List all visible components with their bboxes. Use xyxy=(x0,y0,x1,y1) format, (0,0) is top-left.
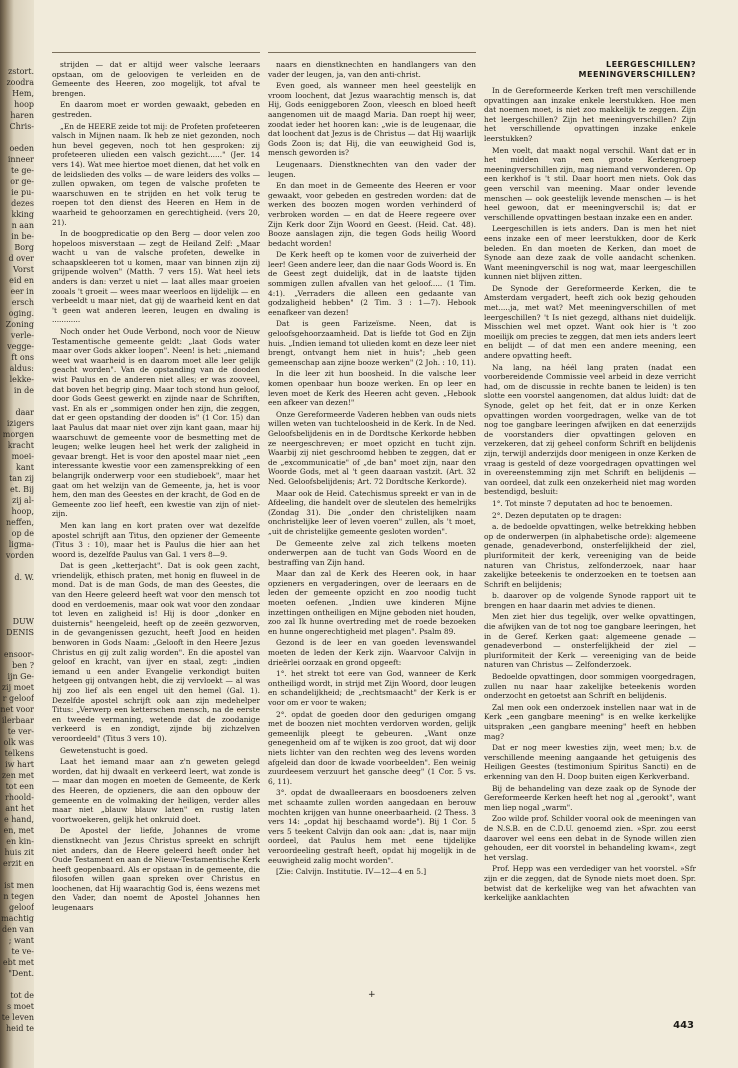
prev-page-line: Zoning xyxy=(5,320,34,329)
prev-page-line xyxy=(0,605,36,616)
prev-page-line xyxy=(0,869,36,880)
prev-page-line: tan zij xyxy=(9,474,34,483)
prev-page-line xyxy=(0,561,36,572)
paragraph: Leugenaars. Dienstknechten van den vader der leugen. xyxy=(268,159,476,179)
paragraph: Gewetenstucht is goed. xyxy=(60,745,148,755)
prev-page-line: izigers xyxy=(6,419,34,428)
column-2-mark: + xyxy=(368,990,376,1000)
paragraph: naars en dienstknechten en handlangers van den vader der leugen, ja, van den anti-christ. xyxy=(268,60,476,79)
prev-page-line: iw hart xyxy=(5,760,34,769)
prev-page-line xyxy=(0,396,36,407)
paragraph: In de boogpredicatie op den Berg — door velen zoo hopeloos misverstaan — zegt de Heiland Zelf: „Maar wacht u van de valsche profeten, dewelke in schaapskleeren tot u komen, maar van binnen zijn zij grijpende wolven" (Matth. 7 vers 15). Wat heel iets anders is dan: verzet u niet — laat alles maar groeien zooals 't groeit — wees maar weerloos en lijdelijk — en verbeeldt u maar niet, dat gij de waarheid kent en dat 't geen wat anderen leeren, leugen en dwaling is ............ xyxy=(52,229,260,325)
prev-page-line: aldus: xyxy=(9,364,34,373)
prev-page-line: in be- xyxy=(11,232,34,241)
paragraph: De Synode der Gereformeerde Kerken, die te Amsterdam vergadert, heeft zich ook bezig gehouden met.....ja, met wat? Met meeningverschillen of met leergeschillen? 't Is niet gezegd, althans niet duidelijk. Misschien wel met opzet. Want ook hier is 't zoo moeilijk om precies te zeggen, dat men iets anders leert en belijdt — of dat men een andere meening, een andere opvatting heeft. xyxy=(484,283,696,361)
article-heading-line-2: MEENINGVERSCHILLEN? xyxy=(578,70,696,79)
prev-page-line xyxy=(0,979,36,990)
paragraph: [Zie: Calvijn. Institutie. IV—12—4 en 5.] xyxy=(276,867,427,877)
paragraph: Even goed, als wanneer men heel geestelijk en vroom loochent, dat Jezus waarachtig mensch is, dat Hij, Gods eeniggeboren Zoon, vleesch en bloed heeft aangenomen uit de maagd Maria. Dan roept hij weer, zoodat ieder het hooren kan: „wie is de leugenaar, die dat loochent dat Jezus is de Christus — dat Hij waarlijk Gods Zoon is; dat Hij, die van eeuwigheid God is, mensch geworden is? xyxy=(268,81,476,158)
column-3 xyxy=(484,60,696,1040)
paragraph: 3°. opdat de dwaalleeraars en boosdoeners zelven met schaamte zullen worden aangedaan en berouw mochten krijgen van hunne oneerbaarheid. (2 Thess. 3 vers 14: „opdat hij beschaamd worde"). Bij 1 Cor. 5 vers 5 teekent Calvijn dan ook aan: „dat is, naar mijn oordeel, dat Paulus hem met eene tijdelijke veroordeeling gestraft heeft, opdat hij mogelijk in de eeuwigheid zalig mocht worden". xyxy=(268,788,476,865)
paragraph: 2°. Dezen deputaten op te dragen: xyxy=(492,510,622,520)
prev-page-line: in de xyxy=(13,386,34,395)
paragraph: Men kan lang en kort praten over wat dezelfde apostel schrijft aan Titus, den opziener der Gemeente (Titus 3 : 10), maar het is Paulus die hier aan het woord is, dezelfde Paulus van Gal. 1 vers 8—9. xyxy=(52,520,260,559)
column-2 xyxy=(268,60,476,1040)
prev-page-line: tot de xyxy=(10,991,34,1000)
prev-page-line: oging. xyxy=(8,309,34,318)
prev-page-line: or ge- xyxy=(10,177,34,186)
prev-page-line: DENIS xyxy=(6,628,34,637)
paragraph: Men voelt, dat maakt nogal verschil. Want dat er in het midden van een groote Kerkengroep meeningverschillen zijn, mag niemand verwonderen. Op een kerkhof is 't stil. Daar hoort men niets. Ook das geen verschil van meening. Maar onder levende menschen — ook geestelijk levende menschen — is het heel gewoon, dat er meeningverschil is; dat er verschillende opvattingen bestaan inzake een en ander. xyxy=(484,145,696,222)
page-number: 443 xyxy=(673,1020,694,1031)
prev-page-line: olk was xyxy=(3,738,34,747)
prev-page-line: hoop xyxy=(14,100,34,109)
prev-page-line: vegge- xyxy=(7,342,34,351)
prev-page-line: morgen xyxy=(2,430,34,439)
prev-page-line xyxy=(0,132,36,143)
paragraph: Zal men ook een onderzoek instellen naar wat in de Kerk „een gangbare meening" is en welke kerkelijke uitspraken „een gangbare meening" heeft en hebben mag? xyxy=(484,702,696,741)
paragraph: Zoo wilde prof. Schilder vooral ook de meeningen van de N.S.B. en de C.D.U. genoemd zien. »Spr. zou eerst daarover wel eens een debat in de Synode willen zien gehouden, eer dit voorstel in behandeling kwam«, zegt het verslag. xyxy=(484,814,696,862)
prev-page-line: zstort. xyxy=(8,67,34,76)
article-heading xyxy=(484,60,696,80)
prev-page-line: op de xyxy=(11,529,34,538)
prev-page-line: et. Bij xyxy=(10,485,34,494)
paragraph: Bij de behandeling van deze zaak op de Synode der Gereformeerde Kerken heeft het nog al „gerookt", want men liep nogal „warm". xyxy=(484,783,696,812)
prev-page-line: e hand, xyxy=(3,815,34,824)
prev-page-line: moei- xyxy=(11,452,34,461)
paragraph: 2°. opdat de goeden door den gedurigen omgang met de boozen niet mochten verdorven worden, gelijk gemeenlijk pleegt te gebeuren. „Want onze genegenheid om af te wijken is zoo groot, dat wij door niets lichter van den rechten weg des levens worden afgeleid dan door de kwade voorbeelden". Een weinig zuurdeesem verzuurt het gansche deeg" (1 Cor. 5 vs. 6, 11). xyxy=(268,709,476,786)
paragraph: Maar ook de Heid. Catechismus spreekt er van in de Afdeeling, die handelt over de sleutelen des hemelrijks (Zondag 31). Die „onder den christelijken naam onchristelijke leer of leven voeren" zullen, als 't moet, „uit de christelijke gemeente gesloten worden". xyxy=(268,488,476,536)
prev-page-line: ligma- xyxy=(8,540,34,549)
prev-page-line: vorden xyxy=(5,551,34,560)
prev-page-line: kking xyxy=(11,210,34,219)
prev-page-line: "Dent. xyxy=(8,969,34,978)
prev-page-line: verle- xyxy=(10,331,34,340)
paragraph: a. de bedoelde opvattingen, welke betrekking hebben op de onderwerpen (in alphabetische orde): algemeene genade, genadeverbond, onsterfelijkheid der ziel, pluriformiteit der kerk, vereeniging van de beide naturen van Christus, zelfonderzoek, naar haar zakelijke beteekenis te onderzoeken en te toetsen aan Schrift en belijdenis; xyxy=(484,522,696,589)
column-3-body xyxy=(484,86,696,903)
column-1 xyxy=(52,60,260,1040)
paragraph: In de Gereformeerde Kerken treft men verschillende opvattingen aan inzake enkele leerstukken. Hoe men dat noemen moet, is niet zoo makkelijk te zeggen. Zijn het leergeschillen? Zijn het meeningverschillen? Zijn het verschillende opvattingen inzake enkele leerstukken? xyxy=(484,86,696,143)
prev-page-line: ie pu- xyxy=(11,188,34,197)
prev-page-line: neffen, xyxy=(6,518,34,527)
prev-page-line: huis zit xyxy=(4,848,34,857)
paragraph: 1°. Tot minste 7 deputaten ad hoc te benoemen. xyxy=(492,498,673,508)
paragraph: 1°. het strekt tot eere van God, wanneer de Kerk ontheiligd wordt, in strijd met Zijn Woord, door leugen en schandelijkheid; de „rechtsmaacht" der Kerk is er voor om er voor te waken; xyxy=(268,669,476,707)
prev-page-line: r geloof xyxy=(2,694,34,703)
prev-page-line: kracht xyxy=(7,441,34,450)
prev-page-line: zoodra xyxy=(6,78,34,87)
prev-page-line: ben ? xyxy=(12,661,34,670)
prev-page-line: ijn Ge- xyxy=(7,672,34,681)
paragraph: Bedoelde opvattingen, door sommigen voorgedragen, zullen nu naar haar zakelijke beteekenis worden onderzocht en getoetst aan Schrift en belijdenis. xyxy=(484,672,696,701)
paragraph: De Apostel der liefde, Johannes de vrome dienstknecht van Jezus Christus spreekt en schrijft niet anders, dan de Heere geleerd heeft onder het Oude Testament en aan de Nieuw-Testamentische Kerk heeft geopenbaard. Als er opstaan in de gemeente, die filosofen willen gaan spreken over Christus en loochenen, dat Hij waarachtig God is, éens wezens met den Vader, dan noemt de Apostel Johannes hen leugenaars xyxy=(52,826,260,913)
paragraph: Leergeschillen is iets anders. Dan is men het niet eens inzake een of meer leerstukken, door de Kerk beleden. En dan moeten de Kerken, dan moet de Synode aan deze zaak de volle aandacht schenken. Want meeningverschil is nog wat, maar leergeschillen kunnen niet blijven zitten. xyxy=(484,224,696,282)
prev-page-line: den van xyxy=(2,925,34,934)
prev-page-line: te ver- xyxy=(7,727,34,736)
prev-page-line: dezes xyxy=(11,199,34,208)
prev-page-line: en, met xyxy=(3,826,34,835)
prev-page-line: n tegen xyxy=(3,892,34,901)
paragraph: Prof. Hepp was een verdediger van het voorstel. »Sfr zijn er die zeggen, dat de Synode niets moet doen. Spr. betwist dat de kerkelijke weg van het afwachten van kerkelijke aanklachten xyxy=(484,864,696,903)
prev-page-line: Borg xyxy=(14,243,34,252)
prev-page-line: lekke- xyxy=(9,375,34,384)
prev-page-line: te ve- xyxy=(11,947,34,956)
prev-page-line: n aan xyxy=(11,221,34,230)
prev-page-line: ilerbaar xyxy=(1,716,34,725)
prev-page-line: rhoold- xyxy=(5,793,34,802)
prev-page-line: oeden xyxy=(9,144,34,153)
top-rule xyxy=(268,52,476,53)
prev-page-line: zij al- xyxy=(12,496,34,505)
previous-page-column xyxy=(0,66,36,1066)
prev-page-line: Hem, xyxy=(12,89,34,98)
prev-page-line: te ge- xyxy=(10,166,34,175)
prev-page-line: tot een xyxy=(5,782,34,791)
paragraph: Maar dan zal de Kerk des Heeren ook, in haar opzieners en vergaderingen, over de leeraars en de leden der gemeente opzicht en zoo noodig tucht moeten oefenen. „Indien uwe kinderen Mijne inzettingen ontheiligen en Mijne geboden niet houden, zoo zal Ik hunne overtreding met de roede bezoeken en hunne ongerechtigheid met plagen". Psalm 89. xyxy=(268,569,476,636)
prev-page-line: net voor xyxy=(0,705,34,714)
prev-page-line: zij moet xyxy=(1,683,34,692)
prev-page-line: heid te xyxy=(5,1024,34,1033)
prev-page-line xyxy=(0,583,36,594)
prev-page-line: en kin- xyxy=(6,837,34,846)
paragraph: De Gemeente zelve zal zich telkens moeten onderwerpen aan de tucht van Gods Woord en de bestraffing van Zijn hand. xyxy=(268,538,476,567)
prev-page-line: zen met xyxy=(1,771,34,780)
prev-page-line: daar xyxy=(15,408,34,417)
paragraph: En dan moet in de Gemeente des Heeren er voor gewaakt, voor gebeden en gestreden worden: dat de werken des boozen mogen worden verhinderd of verbroken worden — en dat de Heere regeere over Zijn Kerk door Zijn Woord en Geest. (Heid. Cat. 48). Booze aanslagen zijn, die tegen Gods heilig Woord bedacht worden! xyxy=(268,181,476,248)
prev-page-line: telkens xyxy=(4,749,34,758)
prev-page-line: geloof xyxy=(8,903,34,912)
paragraph: In die leer zit hun boosheid. In die valsche leer komen openbaar hun booze werken. En op leer en leven moet de Kerk des Heeren acht geven. „Hebook een afkeer van dezen!" xyxy=(268,369,476,408)
paragraph: Dat is geen „ketterjacht". Dat is ook geen zacht, vriendelijk, ethisch praten, met honig en fluweel in de mond. Dat is de man Gods, de man des Geestes, die van den Heere geleerd heeft wat voor den mensch tot dood en verdoemenis, maar ook wat voor den zondaar tot leven en zaligheid is! Hij is door „donker en duisternis" heengeleid, heeft op de zeeën gezworven, in de gevangenissen gezucht, heeft Jood en heiden benworen in Gods Naam: „Gelooft in den Heere Jezus Christus en gij zult zalig worden". En die apostel van geloof en kracht, van ijver en staal, zegt: „indien iemand u een ander Evangelie verkondigt buiten hetgeen gij ontvangen hebt, die zij vervloekt — al was hij zoo lief als een engel uit den hemel (Gal. 1). Dezelfde apostel schrijft ook aan zijn medehelper Titus: „Verwerp een ketterschen mensch, na de eerste en tweede vermaning, wetende dat de zoodanige verkeerd is en zondigt, zijnde bij zichzelven veroordeeld" (Titus 3 vers 10). xyxy=(52,561,260,743)
prev-page-line: eer in xyxy=(10,287,34,296)
top-rule xyxy=(52,52,260,53)
paragraph: Dat is geen Farizeïsme. Neen, dat is geloofsgehoorzaamheid. Dat is liefde tot God en Zijn huis. „Indien iemand tot ulieden komt en deze leer niet brengt, ontvangt hem niet in huis"; „heb geen gemeenschap aan zijne booze werken" (2 Joh. : 10, 11). xyxy=(268,319,476,367)
paragraph: En daarom moet er worden gewaakt, gebeden en gestreden. xyxy=(52,100,260,119)
prev-page-line: machtig xyxy=(1,914,34,923)
prev-page-line xyxy=(0,638,36,649)
prev-page-line: erzit en xyxy=(3,859,34,868)
paragraph: Gezond is de leer en van goeden levenswandel moeten de leden der Kerk zijn. Waarvoor Calvijn in drieërlei oorzaak en grond opgeeft: xyxy=(268,638,476,667)
paragraph: Onze Gereformeerde Vaderen hebben van ouds niets willen weten van tuchteloosheid in de Kerk. In de Ned. Geloofsbelijdenis en in de Dordtsche Kerkorde hebben ze neergeschreven; er moet opzicht en tucht zijn. Waarbij zij niet geschroomd hebben te zeggen, dat er de „excommunicatie" of „de ban" moet zijn, naar den Woorde Gods, met al 't geen daaraan vastzit. (Art. 32 Ned. Geloofsbelijdenis; Art. 72 Dordtsche Kerkorde). xyxy=(268,409,476,486)
prev-page-line: kant xyxy=(16,463,34,472)
paragraph: Dat er nog meer kwesties zijn, weet men; b.v. de verschillende meening aangaande het getuigenis des Heiligen Geestes (testimonium Spiritus Sancti) en de erkenning van den H. Doop buiten eigen Kerkverband. xyxy=(484,743,696,781)
paragraph: De Kerk heeft op te komen voor de zuiverheid der leer! Geen andere leer, dan die naar Gods Woord is. En de Geest zegt duidelijk, dat in de laatste tijden sommigen zullen afvallen van het geloof..... (1 Tim. 4:1). „Verraders die alleen een gedaante van godzaligheid hebben" (2 Tim. 3 : 1—7). Hebook eenafkeer van dezen! xyxy=(268,250,476,317)
prev-page-line: ft ons xyxy=(11,353,34,362)
prev-page-line: s moet xyxy=(7,1002,34,1011)
prev-page-line: ensoor- xyxy=(3,650,34,659)
prev-page-line: d. W. xyxy=(14,573,34,582)
article-heading-line-1: LEERGESCHILLEN? xyxy=(605,60,696,69)
prev-page-line: inneer xyxy=(7,155,34,164)
prev-page-line: DUW xyxy=(12,617,34,626)
prev-page-line: Vorst xyxy=(12,265,34,274)
paragraph: Laat het iemand maar aan z'n geweten gelegd worden, dat hij dwaalt en verkeerd leert, wat zonde is — maar dan mogen en moeten de Gemeente, de Kerk des Heeren, de opzieners, die aan den opbouw der gemeente en de volmaking der heiligen, verder alles maar niet „blauw blauw laten" en rustig laten voortwoekeren, gelijk het onkruid doet. xyxy=(52,757,260,824)
prev-page-line: Chris- xyxy=(9,122,34,131)
prev-page-line: d over xyxy=(8,254,34,263)
paragraph: Na lang, na héél lang praten (nadat een voorbereidende Commissie veel arbeid in deze verricht had, om de discussie in rechte banen te leiden) is ten slotte een voorstel aangenomen, dat aldus luidt: dat de Synode, gelet op het feit, dat er in onze Kerken opvattingen worden voorgedragen, welke van de tot nog toe gangbare leeringen afwijken en dat eenerzijds de voorstanders dier opvattingen geloven en verzekeren, dat zij geheel conform Schrift en belijdenis zijn, terwijl anderzijds door menigeen in onze Kerken de vraag is gesteld of deze voorgedragen opvattingen wel in overeenstemming zijn met Schrift en belijdenis — van oordeel, dat zulk een onzekerheid niet mag worden bestendigd, besluit: xyxy=(484,362,696,497)
prev-page-line: ersch xyxy=(11,298,34,307)
paragraph: Noch onder het Oude Verbond, noch voor de Nieuw Testamentische gemeente geldt: „laat Gods water maar over Gods akker loopen". Neen! is het: „niemand weet wat waarheid is en daarom moet alle leer gelijk geacht worden". Van de opstanding van de dooden wist Paulus en de anderen niet alles; er was zooveel, dat boven het begrip ging. Maar toch stond hun geloof, door Gods Geest gewerkt en zijnde naar de Schriften, vast. En als er „sommigen onder hen zijn, die zeggen, dat er geen opstanding der dooden is" (1 Cor. 15) dan laat Paulus dat maar niet over zijn kant gaan, maar hij waarschuwt de gemeente voor de besmetting met de leugen; welke leugen heel het werk der zaligheid in gevaar brengt. Het is voor den apostel maar niet „een interessante kwestie voor een zamensprekking of een belangrijk onderwerp voor een studieboek", maar het gaat om het welzijn van de Gemeente, ja, het is voor hem, den man des Geestes en der kracht, de God en de Gemeente zoo lief heeft, een kwestie van zijn of niet-zijn. xyxy=(52,327,260,519)
prev-page-line: te leven xyxy=(1,1013,34,1022)
prev-page-line: eid en xyxy=(9,276,34,285)
prev-page-line xyxy=(0,594,36,605)
prev-page-line: ebt met xyxy=(2,958,34,967)
prev-page-line: ant het xyxy=(5,804,34,813)
paragraph: Men ziet hier dus tegelijk, over welke opvattingen, die afwijken van de tot nog toe gangbare leeringen, het in de Geref. Kerken gaat: algemeene genade — genadeverbond — onsterfelijkheid der ziel — pluriformiteit der Kerk — vereeniging van de beide naturen van Christus — Zelfonderzoek. xyxy=(484,612,696,670)
paragraph: „En de HEERE zeide tot mij: de Profeten profeteeren valsch in Mijnen naam. Ik heb ze niet gezonden, noch hun bevel gegeven, noch tot hen gesproken: zij profeteeren ulieden een valsch gezicht......" (Jer. 14 vers 14). Wat mee hiertoe moet dienen, dat het volk en de leidslieden des volks — de ware leiders des volks — zullen opwaken, om tegen de valsche profeten te waarschuwen en te strijden en het volk terug te roepen tot den dienst des Heeren en Hem in de waarheid te gehoorzamen en gerechtigheid. (vers 20, 21). xyxy=(52,121,260,227)
prev-page-line: ist men xyxy=(4,881,34,890)
prev-page-line: hoop, xyxy=(11,507,34,516)
paragraph: b. daarover op de volgende Synode rapport uit te brengen en haar daarin met advies te dienen. xyxy=(484,591,696,610)
paragraph: strijden — dat er altijd weer valsche leeraars opstaan, om de geloovigen te verleiden en de Gemeente des Heeren, zoo mogelijk, tot afval te brengen. xyxy=(52,60,260,98)
prev-page-line: haren xyxy=(10,111,34,120)
prev-page-line: ; want xyxy=(8,936,34,945)
